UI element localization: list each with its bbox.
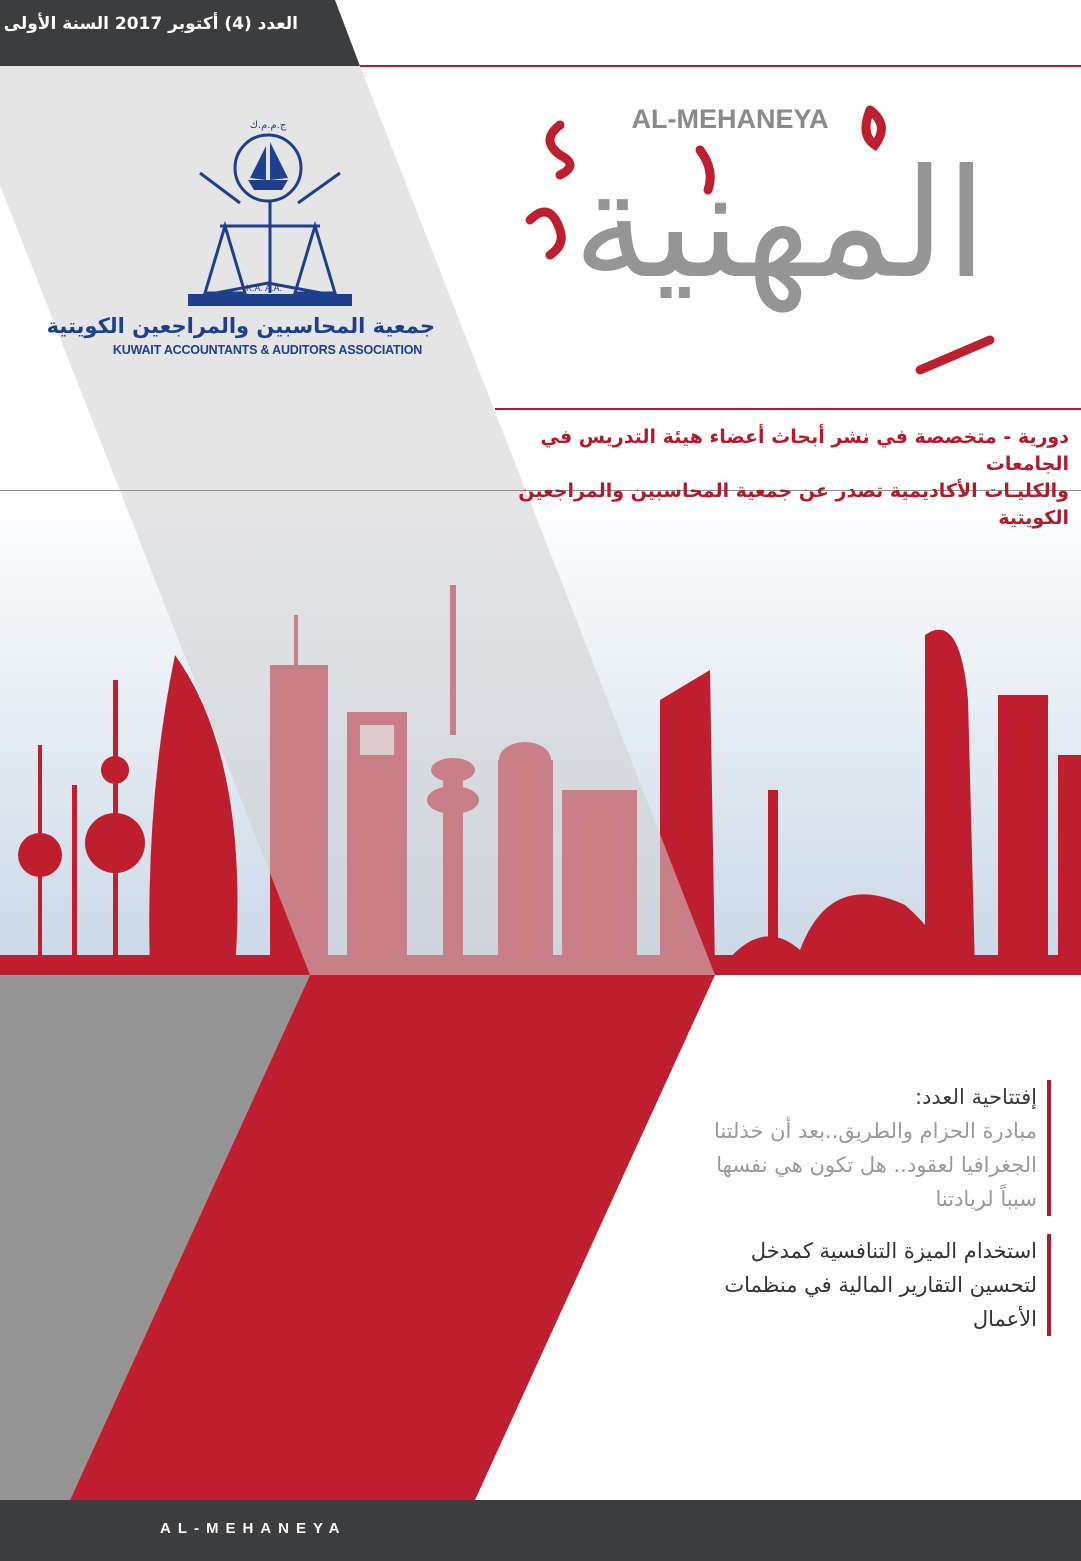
tagline-red-rule <box>495 408 1081 410</box>
kaaa-logo <box>180 108 360 308</box>
organization-name-english: KUWAIT ACCOUNTANTS & AUDITORS ASSOCIATION <box>112 343 423 357</box>
article-line: مبادرة الحزام والطريق..بعد أن خذلتنا <box>713 1119 1037 1143</box>
tagline <box>509 424 1069 532</box>
organization-name-arabic: جمعية المحاسبين والمراجعين الكويتية <box>46 314 435 338</box>
article-editorial[interactable] <box>691 1080 1051 1216</box>
article-competitive-advantage[interactable] <box>691 1234 1051 1336</box>
footer-bar <box>0 1500 1081 1561</box>
tagline-line-2: والكليـات الأكاديمية تصدر عن جمعية المحاسبين والمراجعين الكويتية <box>518 480 1069 529</box>
tagline-line-1: دورية - متخصصة في نشر أبحاث أعضاء هيئة التدريس في الجامعات <box>540 426 1069 475</box>
article-line: استخدام الميزة التنافسية كمدخل <box>750 1239 1037 1263</box>
article-line: الأعمال <box>972 1307 1037 1331</box>
article-line: لتحسين التقارير المالية في منظمات <box>724 1273 1037 1297</box>
article-line: سبباً لريادتنا <box>935 1187 1037 1211</box>
masthead-title-arabic: المهنية <box>572 138 988 312</box>
logo-initials: K.A. A.A. <box>246 283 283 293</box>
article-heading: إفتتاحية العدد: <box>914 1085 1037 1109</box>
article-line: الجغرافيا لعقود.. هل تكون هي نفسها <box>716 1153 1037 1177</box>
top-red-rule <box>360 65 1081 67</box>
masthead-title-english: AL-MEHANEYA <box>631 104 829 134</box>
footer-label: AL-MEHANEYA <box>160 1520 347 1537</box>
article-list <box>691 1080 1051 1354</box>
issue-label: العدد (4) أكتوبر 2017 السنة الأولى <box>3 14 298 34</box>
logo-arabic-initials: ج.م.م.ك <box>249 120 287 131</box>
